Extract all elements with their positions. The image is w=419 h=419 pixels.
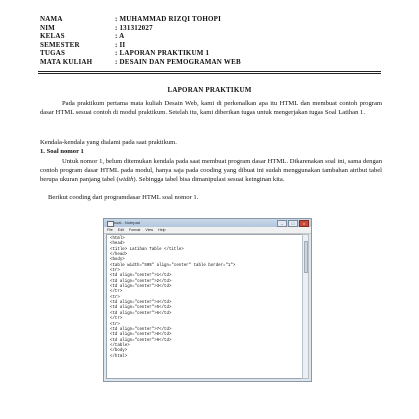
intro-paragraph: Pada praktikum pertama mata kuliah Desain Web, kami di perkenalkan apa itu HTML dan membuat contoh program dasar HTML sesuai contoh di modul praktikum. Setelah itu, kami diberikan tugas untuk mengerjakan tugas Soal Latihan 1. <box>40 100 382 117</box>
info-row-nama <box>40 15 241 24</box>
close-icon: × <box>299 220 309 227</box>
info-value: : DESAIN DAN PEMOGRAMAN WEB <box>115 57 241 66</box>
notepad-app-icon <box>107 221 114 227</box>
info-label: MATA KULIAH <box>40 57 93 66</box>
info-label: SEMESTER <box>40 40 80 49</box>
scrollbar-thumb <box>304 241 308 273</box>
soal-text-italic: width <box>118 176 134 184</box>
soal-paragraph <box>40 157 382 185</box>
window-controls <box>277 220 309 227</box>
info-value: : 131312027 <box>115 23 153 32</box>
info-label: KELAS <box>40 32 65 41</box>
info-value: : MUHAMMAD RIZQI TOHOPI <box>115 15 222 23</box>
section-heading: 1. Soal nomor 1 <box>40 148 84 155</box>
menu-file: File <box>107 228 113 232</box>
notepad-menu-bar <box>104 227 311 234</box>
info-value: : A <box>115 32 125 41</box>
header-divider-top <box>38 71 381 72</box>
notepad-scrollbar <box>302 234 309 379</box>
info-row-semester <box>40 41 241 50</box>
notepad-code-area: <html> <head> <title> Latihan Table </title> </head> <body> <table width="50%" align="center" table border="1"> <tr> <td align="center">1</td> <td align="center">2</td> <td align="center">3</td> </tr> <tr> <td align="center">4</td> <td align="center">5</td> <td align="center">6</td> </tr> <tr> <td align="center">7</td> <td align="center">8</td> <td align="center">9</td> </table> </body> </html> <box>106 234 303 379</box>
notepad-title: soal - Notepad <box>114 220 141 225</box>
menu-format: Format <box>129 228 141 232</box>
info-row-nim <box>40 24 241 33</box>
menu-view: View <box>145 228 154 232</box>
soal-text-part1: Untuk nomor 1, belum ditemukan kendala pada saat membuat program dasar HTML. Dikarenakan soal ini, sama dengan contoh program dasar HTML pada modul, hanya saja pada cooding yang dibuat ini sudah menggunakan tambahan atribut tabel berupa ukuran panjang tabel ( <box>40 158 382 184</box>
menu-help: Help <box>158 228 166 232</box>
info-value: : II <box>115 40 126 49</box>
info-label: NIM <box>40 23 55 32</box>
student-info-header <box>40 15 241 67</box>
info-value: : LAPORAN PRAKTIKUM 1 <box>115 49 210 58</box>
header-divider-bottom <box>38 73 381 74</box>
soal-text-part2: ). Sebingga tabel bisa dimanipulasi sesuai keinginan kita. <box>133 176 285 184</box>
notepad-title-bar <box>104 219 311 227</box>
code-caption: Berikut cooding dari programdasar HTML soal nomor 1. <box>48 194 199 201</box>
info-row-tugas <box>40 49 241 58</box>
info-row-mata-kuliah <box>40 58 241 67</box>
info-label: NAMA <box>40 15 63 23</box>
maximize-icon: □ <box>288 220 298 227</box>
notepad-window-screenshot <box>103 218 312 382</box>
kendala-line: Kendala-kendala yang dialami pada saat praktikum. <box>40 139 177 146</box>
minimize-icon: – <box>277 220 287 227</box>
document-title: LAPORAN PRAKTIKUM <box>167 86 252 94</box>
menu-edit: Edit <box>117 228 124 232</box>
info-row-kelas <box>40 32 241 41</box>
info-label: TUGAS <box>40 49 66 58</box>
